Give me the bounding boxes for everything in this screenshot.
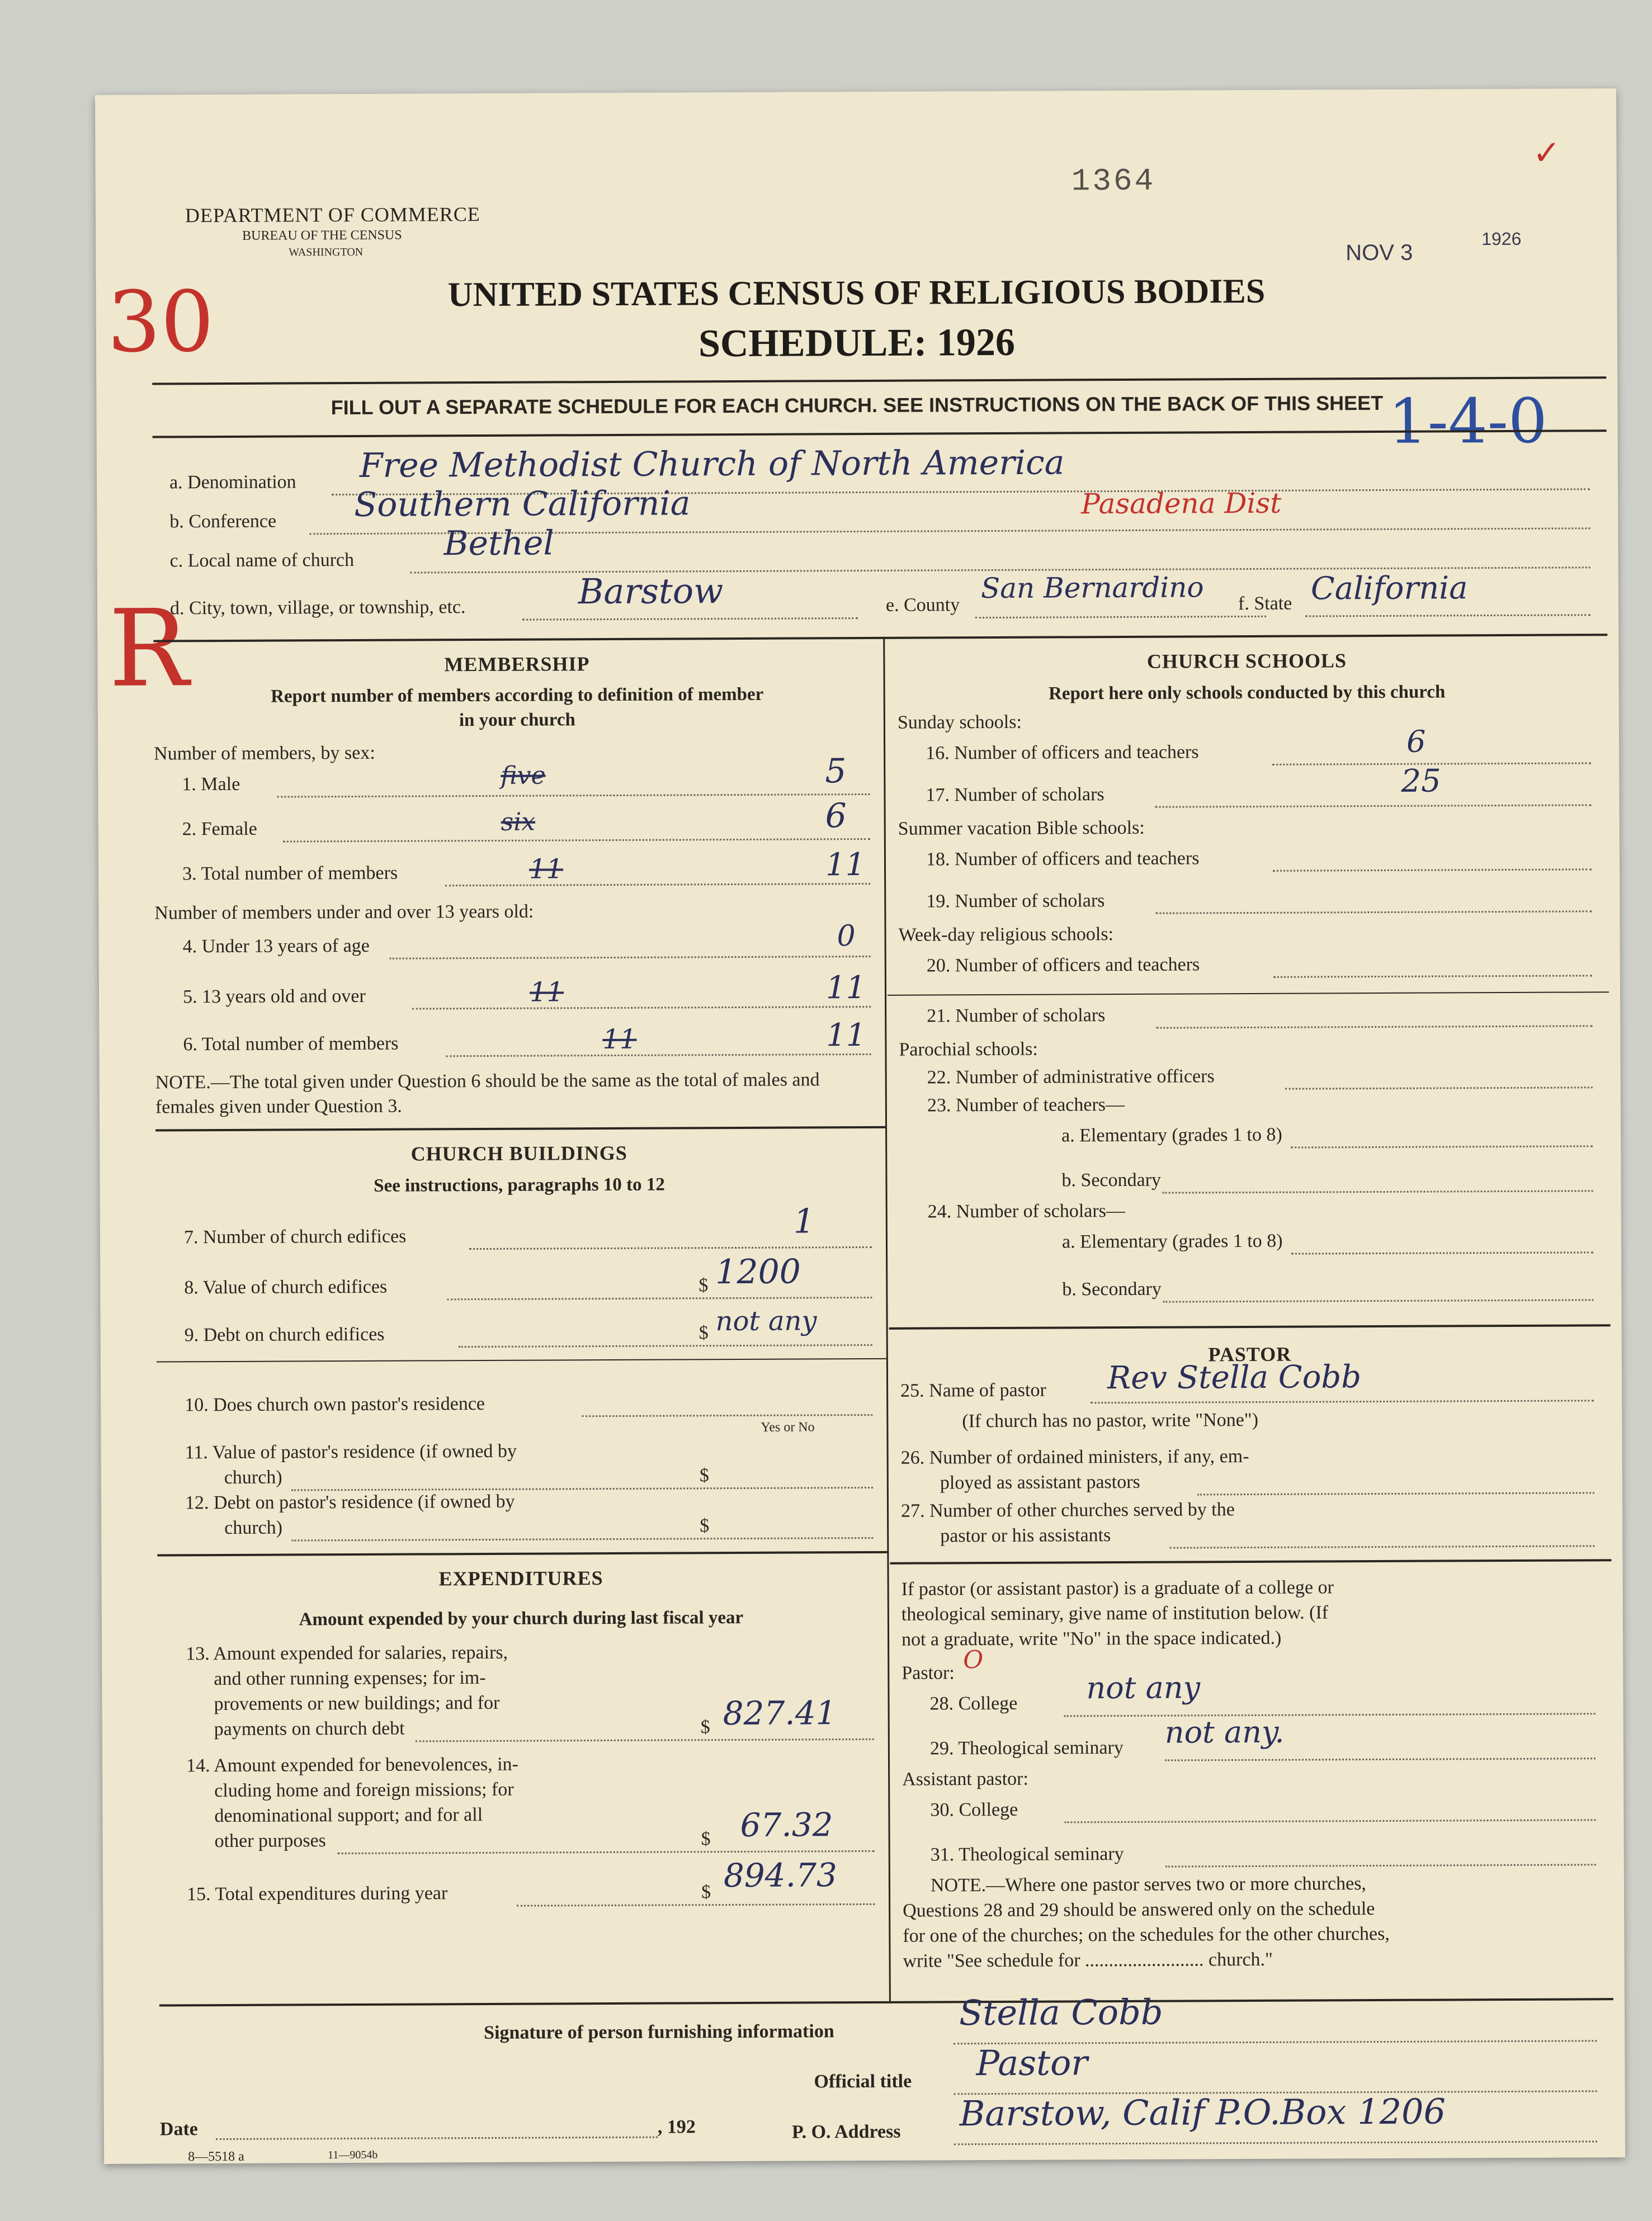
q16-value: 6 bbox=[1406, 724, 1426, 759]
q28-value: not any bbox=[1086, 1670, 1201, 1706]
weekday-schools: Week-day religious schools: bbox=[898, 924, 1114, 946]
q27-line2: pastor or his assistants bbox=[940, 1525, 1111, 1547]
q6-struck: 11 bbox=[602, 1023, 637, 1056]
q5-label: 5. 13 years old and over bbox=[182, 985, 366, 1008]
date-label: Date bbox=[159, 2119, 198, 2140]
department-line1: DEPARTMENT OF COMMERCE bbox=[185, 202, 480, 227]
conference-value: Southern California bbox=[354, 484, 691, 524]
q19-label: 19. Number of scholars bbox=[926, 890, 1105, 912]
membership-heading: MEMBERSHIP bbox=[444, 653, 590, 676]
q24-label: 24. Number of scholars— bbox=[927, 1200, 1125, 1222]
county-value: San Bernardino bbox=[980, 571, 1204, 605]
department-line2: BUREAU OF THE CENSUS bbox=[242, 228, 402, 243]
q8-label: 8. Value of church edifices bbox=[184, 1276, 388, 1298]
q13-line3: provements or new buildings; and for bbox=[214, 1692, 500, 1715]
q10-label: 10. Does church own pastor's residence bbox=[185, 1393, 485, 1416]
q17-label: 17. Number of scholars bbox=[926, 784, 1105, 806]
summer-schools: Summer vacation Bible schools: bbox=[898, 817, 1145, 839]
q8-value: 1200 bbox=[715, 1252, 801, 1292]
buildings-sub: See instructions, paragraphs 10 to 12 bbox=[374, 1174, 665, 1196]
q25-value: Rev Stella Cobb bbox=[1107, 1359, 1362, 1397]
q17-value: 25 bbox=[1401, 763, 1441, 800]
q5-value: 11 bbox=[825, 970, 866, 1006]
signature-value: Stella Cobb bbox=[959, 1991, 1163, 2034]
q11-label-a: 11. Value of pastor's residence (if owned by bbox=[185, 1440, 517, 1463]
q11-dollar: $ bbox=[699, 1465, 709, 1486]
page-subtitle: SCHEDULE: 1926 bbox=[698, 320, 1016, 366]
q14-line1: 14. Amount expended for benevolences, in- bbox=[186, 1754, 519, 1776]
q7-label: 7. Number of church edifices bbox=[183, 1226, 407, 1248]
stamp-number: 1364 bbox=[1071, 163, 1156, 200]
q14-line4: other purposes bbox=[214, 1830, 326, 1852]
pastor-heading: PASTOR bbox=[1208, 1343, 1292, 1366]
q12-label-a: 12. Debt on pastor's residence (if owned by bbox=[185, 1491, 515, 1514]
q6-value: 11 bbox=[826, 1017, 866, 1054]
conference-extra: Pasadena Dist bbox=[1081, 486, 1282, 521]
membership-intro: Report number of members according to definition of member in your church bbox=[271, 684, 764, 731]
q2-struck: six bbox=[501, 807, 536, 837]
q13-value: 827.41 bbox=[723, 1694, 837, 1733]
q14-line2: cluding home and foreign missions; for bbox=[214, 1779, 514, 1802]
po-address-label: P. O. Address bbox=[791, 2121, 901, 2143]
date-year: , 192 bbox=[657, 2116, 696, 2138]
q15-dollar: $ bbox=[701, 1882, 711, 1903]
q24b-label: b. Secondary bbox=[1062, 1278, 1162, 1300]
schools-heading: CHURCH SCHOOLS bbox=[1146, 649, 1347, 673]
q26-line1: 26. Number of ordained ministers, if any, em- bbox=[900, 1446, 1249, 1468]
q14-line3: denominational support; and for all bbox=[214, 1804, 483, 1827]
q7-value: 1 bbox=[793, 1202, 815, 1241]
q23-label: 23. Number of teachers— bbox=[927, 1094, 1125, 1116]
pastor-mark: O bbox=[963, 1646, 984, 1675]
grad-note-3: not a graduate, write "No" in the space indicated.) bbox=[901, 1627, 1282, 1650]
check-mark: ✓ bbox=[1532, 134, 1561, 172]
q25-label: 25. Name of pastor bbox=[900, 1379, 1046, 1401]
parochial-schools: Parochial schools: bbox=[899, 1038, 1038, 1060]
q15-value: 894.73 bbox=[723, 1856, 838, 1895]
q8-dollar: $ bbox=[698, 1275, 709, 1296]
q4-label: 4. Under 13 years of age bbox=[182, 935, 370, 957]
date-stamp: NOV 3 bbox=[1346, 240, 1413, 266]
q22-label: 22. Number of administrative officers bbox=[927, 1066, 1215, 1088]
annotation-code: 1-4-0 bbox=[1388, 385, 1548, 457]
denomination-value: Free Methodist Church of North America bbox=[359, 443, 1065, 485]
q21-label: 21. Number of scholars bbox=[927, 1005, 1106, 1027]
census-schedule-sheet bbox=[95, 88, 1625, 2164]
q9-value: not any bbox=[715, 1305, 817, 1338]
denomination-label: a. Denomination bbox=[169, 471, 296, 493]
members-by-sex: Number of members, by sex: bbox=[154, 742, 375, 764]
q6-label: 6. Total number of members bbox=[183, 1033, 399, 1055]
pastor-note-2: Questions 28 and 29 should be answered only on the schedule bbox=[903, 1898, 1375, 1921]
pastor-sub-label: Pastor: bbox=[901, 1662, 955, 1684]
q13-dollar: $ bbox=[700, 1717, 710, 1738]
instruction-bar: FILL OUT A SEPARATE SCHEDULE FOR EACH CHURCH. SEE INSTRUCTIONS ON THE BACK OF THIS SHEET bbox=[331, 391, 1384, 419]
pastor-note-3: for one of the churches; on the schedules for the other churches, bbox=[903, 1923, 1390, 1946]
city-label: d. City, town, village, or township, etc. bbox=[169, 597, 466, 619]
sunday-schools: Sunday schools: bbox=[897, 711, 1022, 733]
pastor-note-4: write "See schedule for ......................... church." bbox=[903, 1949, 1273, 1972]
annotation-30: 30 bbox=[107, 273, 215, 371]
schools-intro: Report here only schools conducted by this church bbox=[1048, 682, 1446, 704]
q3-value: 11 bbox=[825, 847, 866, 883]
buildings-heading: CHURCH BUILDINGS bbox=[410, 1141, 627, 1165]
annotation-r: R bbox=[108, 587, 189, 711]
q14-dollar: $ bbox=[701, 1828, 711, 1850]
grad-note-2: theological seminary, give name of institution below. (If bbox=[901, 1602, 1329, 1625]
q16-label: 16. Number of officers and teachers bbox=[926, 741, 1199, 764]
q4-value: 0 bbox=[837, 919, 856, 953]
state-value: California bbox=[1310, 570, 1468, 607]
expenditures-sub: Amount expended by your church during last fiscal year bbox=[299, 1607, 744, 1630]
assistant-pastor-label: Assistant pastor: bbox=[902, 1768, 1028, 1790]
q26-line2: ployed as assistant pastors bbox=[940, 1471, 1140, 1494]
q2-label: 2. Female bbox=[182, 818, 257, 840]
q23b-label: b. Secondary bbox=[1061, 1169, 1162, 1191]
page-title: UNITED STATES CENSUS OF RELIGIOUS BODIES bbox=[447, 272, 1266, 314]
q12-label-b: church) bbox=[224, 1517, 283, 1539]
q24a-label: a. Elementary (grades 1 to 8) bbox=[1061, 1230, 1283, 1253]
q3-label: 3. Total number of members bbox=[182, 862, 398, 885]
q5-struck: 11 bbox=[529, 976, 564, 1008]
q1-value: 5 bbox=[825, 752, 847, 791]
q15-label: 15. Total expenditures during year bbox=[186, 1883, 448, 1905]
q18-label: 18. Number of officers and teachers bbox=[926, 848, 1200, 870]
q14-value: 67.32 bbox=[740, 1806, 833, 1844]
q13-line2: and other running expenses; for im- bbox=[214, 1667, 486, 1690]
form-number-a: 8—5518 a bbox=[188, 2149, 244, 2165]
official-title-value: Pastor bbox=[976, 2042, 1088, 2084]
conference-label: b. Conference bbox=[169, 511, 277, 532]
membership-note: NOTE.—The total given under Question 6 should be the same as the total of males and females given under Question 3. bbox=[155, 1069, 820, 1118]
q1-label: 1. Male bbox=[182, 773, 240, 795]
q9-dollar: $ bbox=[698, 1322, 709, 1344]
q11-label-b: church) bbox=[224, 1467, 282, 1488]
local-name-label: c. Local name of church bbox=[169, 549, 355, 571]
q1-struck: five bbox=[501, 761, 546, 790]
state-label: f. State bbox=[1238, 593, 1292, 615]
q25-hint: (If church has no pastor, write "None") bbox=[962, 1409, 1259, 1432]
grad-note-1: If pastor (or assistant pastor) is a graduate of a college or bbox=[901, 1577, 1334, 1600]
q13-line4: payments on church debt bbox=[214, 1718, 405, 1740]
q13-line1: 13. Amount expended for salaries, repairs, bbox=[186, 1642, 508, 1665]
age-header: Number of members under and over 13 years old: bbox=[154, 901, 534, 924]
q23a-label: a. Elementary (grades 1 to 8) bbox=[1061, 1124, 1282, 1146]
q30-label: 30. College bbox=[930, 1799, 1018, 1821]
q10-hint: Yes or No bbox=[761, 1420, 815, 1435]
pastor-note-1: NOTE.—Where one pastor serves two or more churches, bbox=[930, 1873, 1366, 1896]
q9-label: 9. Debt on church edifices bbox=[184, 1324, 385, 1346]
county-label: e. County bbox=[885, 594, 960, 616]
q12-dollar: $ bbox=[700, 1515, 710, 1537]
date-stamp-year: 1926 bbox=[1481, 228, 1522, 249]
q29-label: 29. Theological seminary bbox=[929, 1737, 1124, 1759]
city-value: Barstow bbox=[578, 570, 724, 612]
official-title-label: Official title bbox=[814, 2071, 912, 2092]
form-number-b: 11—9054b bbox=[328, 2148, 378, 2162]
q28-label: 28. College bbox=[929, 1693, 1018, 1714]
expenditures-heading: EXPENDITURES bbox=[438, 1567, 603, 1590]
local-name-value: Bethel bbox=[443, 523, 554, 564]
q29-value: not any. bbox=[1164, 1714, 1285, 1750]
q31-label: 31. Theological seminary bbox=[930, 1844, 1124, 1865]
q20-label: 20. Number of officers and teachers bbox=[926, 954, 1200, 976]
q27-line1: 27. Number of other churches served by the bbox=[900, 1499, 1235, 1521]
po-address-value: Barstow, Calif P.O.Box 1206 bbox=[959, 2091, 1446, 2134]
department-line3: WASHINGTON bbox=[289, 245, 364, 259]
signature-label: Signature of person furnishing information bbox=[484, 2021, 834, 2043]
q2-value: 6 bbox=[825, 796, 847, 836]
q3-struck: 11 bbox=[528, 853, 564, 885]
